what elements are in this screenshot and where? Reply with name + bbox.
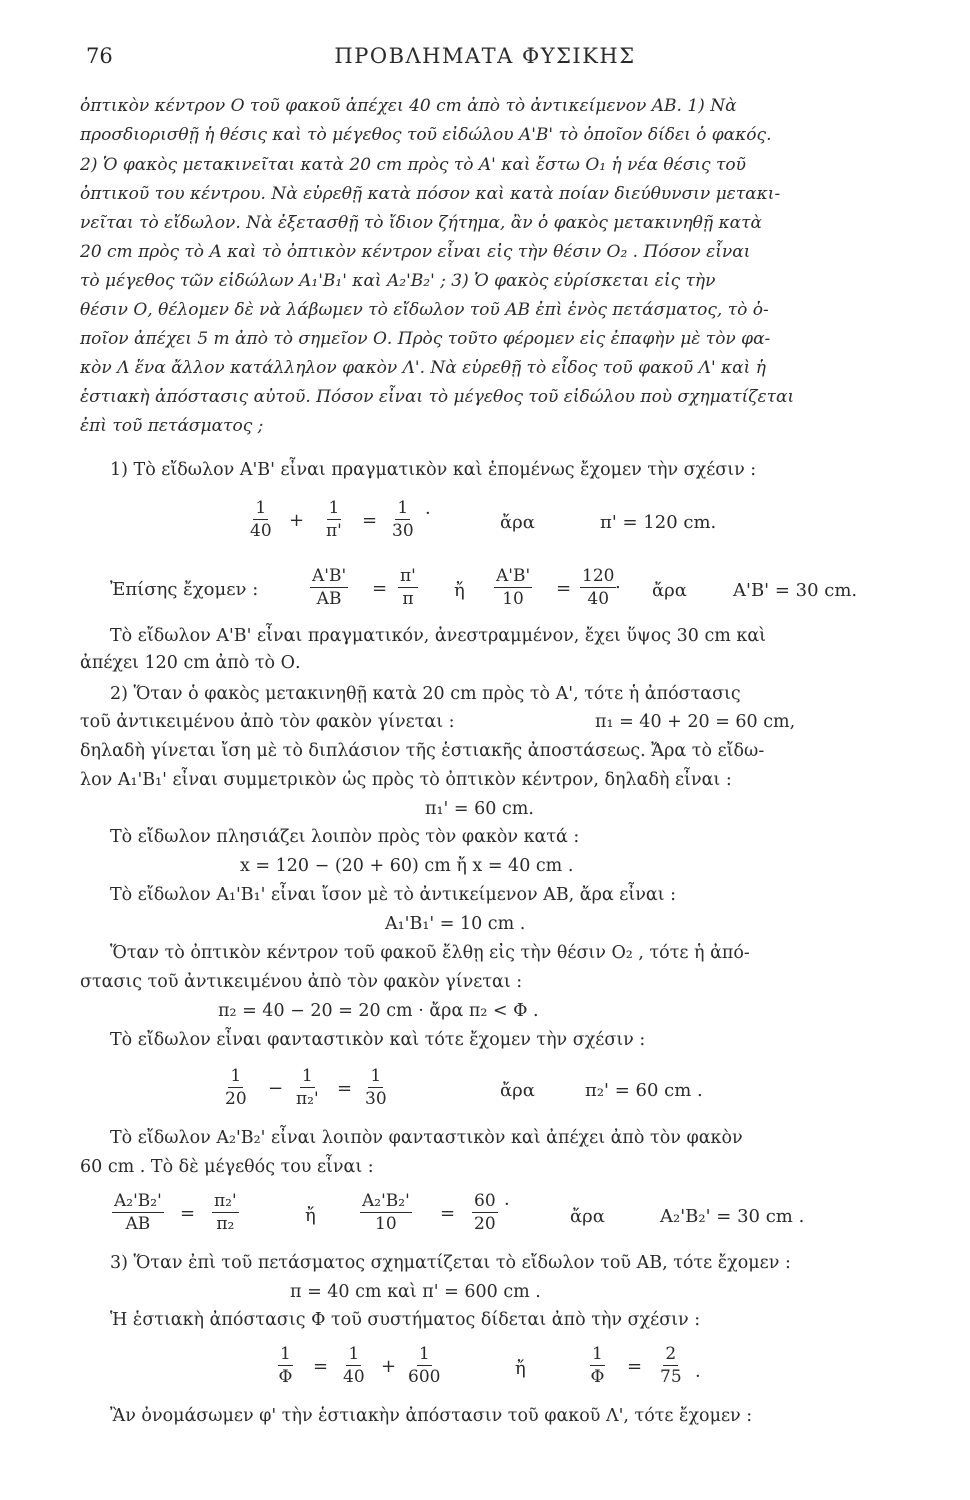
- problem-line: θέσιν Ο, θέλομεν δὲ νὰ λάβωμεν τὸ εἴδωλον τοῦ ΑΒ ἐπὶ ἑνὸς πετάσματος, τὸ ὁ-: [80, 300, 769, 320]
- fraction: $\frac{1}{\text{π₂'}}$: [296, 1066, 319, 1109]
- fraction: $\frac{60}{20}$: [474, 1191, 496, 1234]
- solution-text: 3) Ὅταν ἐπὶ τοῦ πετάσματος σχηματίζεται τὸ εἴδωλον τοῦ ΑΒ, τότε ἔχομεν :: [110, 1253, 791, 1273]
- equation: π₁' = 60 cm.: [425, 799, 534, 819]
- problem-line: ποῖον ἀπέχει 5 m ἀπὸ τὸ σημεῖον Ο. Πρὸς τοῦτο φέρομεν εἰς ἐπαφὴν μὲ τὸν φα-: [80, 329, 771, 349]
- fraction: $\frac{\pi'}{\pi}$: [400, 566, 416, 609]
- solution-text: δηλαδὴ γίνεται ἴση μὲ τὸ διπλάσιον τῆς ἑστιακῆς ἀποστάσεως. Ἄρα τὸ εἴδω-: [80, 741, 765, 761]
- equation: Α₁'Β₁' = 10 cm .: [385, 914, 526, 934]
- fraction: $\frac{1}{20}$: [225, 1066, 247, 1109]
- fraction: $\frac{1}{600}$: [408, 1344, 441, 1387]
- problem-line: 2) Ὁ φακὸς μετακινεῖται κατὰ 20 cm πρὸς τὸ Α' καὶ ἔστω Ο₁ ἡ νέα θέσις τοῦ: [80, 155, 746, 175]
- equation: π₂ = 40 − 20 = 20 cm · ἄρα π₂ < Φ .: [218, 1001, 539, 1021]
- problem-line: ὀπτικοῦ του κέντρου. Νὰ εὑρεθῇ κατὰ πόσον καὶ κατὰ ποίαν διεύθυνσιν μετακι-: [80, 184, 781, 204]
- solution-text: τοῦ ἀντικειμένου ἀπὸ τὸν φακὸν γίνεται :: [80, 712, 455, 732]
- solution-text: 1) Τὸ εἴδωλον Α'Β' εἶναι πραγματικὸν καὶ ἑπομένως ἔχομεν τὴν σχέσιν :: [110, 460, 757, 480]
- equation: π = 40 cm καὶ π' = 600 cm .: [290, 1282, 541, 1302]
- fraction: $\frac{\text{Α₂'Β₂'}}{10}$: [362, 1191, 410, 1234]
- equation: π₁ = 40 + 20 = 60 cm,: [595, 712, 796, 732]
- solution-text: Τὸ εἴδωλον Α₁'Β₁' εἶναι ἴσον μὲ τὸ ἀντικείμενον ΑΒ, ἄρα εἶναι :: [110, 885, 676, 905]
- solution-text: Τὸ εἴδωλον Α₂'Β₂' εἶναι λοιπὸν φανταστικὸν καὶ ἀπέχει ἀπὸ τὸν φακὸν: [110, 1128, 743, 1148]
- fraction: $\frac{1}{\Phi}$: [590, 1344, 605, 1387]
- solution-text: 60 cm . Τὸ δὲ μέγεθός του εἶναι :: [80, 1157, 374, 1177]
- fraction: $\frac{A'B'}{AB}$: [312, 566, 347, 609]
- problem-line: ἐπὶ τοῦ πετάσματος ;: [80, 416, 264, 436]
- fraction: $\frac{1}{30}$: [392, 498, 414, 541]
- solution-text: Ὅταν τὸ ὀπτικὸν κέντρον τοῦ φακοῦ ἔλθῃ εἰς τὴν θέσιν Ο₂ , τότε ἡ ἀπό-: [110, 943, 750, 963]
- problem-line: προσδιορισθῇ ἡ θέσις καὶ τὸ μέγεθος τοῦ εἰδώλου Α'Β' τὸ ὁποῖον δίδει ὁ φακός.: [80, 125, 772, 145]
- problem-line: κὸν Λ ἕνα ἄλλον κατάλληλον φακὸν Λ'. Νὰ εὑρεθῇ τὸ εἶδος τοῦ φακοῦ Λ' καὶ ἡ: [80, 358, 766, 378]
- problem-line: 20 cm πρὸς τὸ Α καὶ τὸ ὀπτικὸν κέντρον εἶναι εἰς τὴν θέσιν Ο₂ . Πόσον εἶναι: [80, 242, 751, 262]
- problem-line: ἑστιακὴ ἀπόστασις αὐτοῦ. Πόσον εἶναι τὸ μέγεθος τοῦ εἰδώλου ποὺ σχηματίζεται: [80, 387, 795, 407]
- book-page: 76 ΠΡΟΒΛΗΜΑΤΑ ΦΥΣΙΚΗΣ ὀπτικὸν κέντρον Ο τοῦ φακοῦ ἀπέχει 40 cm ἀπὸ τὸ ἀντικείμενον ΑΒ. 1) Νὰ προσδιορισθῇ ἡ θέσις καὶ τὸ μέγεθος τοῦ εἰδώλου Α'Β' τὸ ὁποῖον δίδει ὁ φακός. 2) Ὁ φακὸς μετακινεῖται κατὰ 20 cm πρὸς τὸ Α' καὶ ἔστω Ο₁ ἡ νέα θέσις τοῦ ὀπτικοῦ του κέντρου. Νὰ εὑρεθῇ κατὰ πόσον καὶ κατὰ ποίαν διεύθυνσιν μετακι- νεῖται τὸ εἴδωλον. Νὰ ἐξετασθῇ τὸ ἴδιον ζήτημα, ἂν ὁ φακὸς μετακινηθῇ κατὰ 20 cm πρὸς τὸ Α καὶ τὸ ὀπτικὸν κέντρον εἶναι εἰς τὴν θέσιν Ο₂ . Πόσον εἶναι τὸ μέγεθος τῶν εἰδώλων Α₁'Β₁' καὶ Α₂'Β₂' ; 3) Ὁ φακὸς εὑρίσκεται εἰς τὴν θέσιν Ο, θέλομεν δὲ νὰ λάβωμεν τὸ εἴδωλον τοῦ ΑΒ ἐπὶ ἑνὸς πετάσματος, τὸ ὁ- ποῖον ἀπέχει 5 m ἀπὸ τὸ σημεῖον Ο. Πρὸς τοῦτο φέρομεν εἰς ἐπαφὴν μὲ τὸν φα- κὸν Λ ἕνα ἄλλον κατάλληλον φακὸν Λ'. Νὰ εὑρεθῇ τὸ εἶδος τοῦ φακοῦ Λ' καὶ ἡ ἑστιακὴ ἀπόστασις αὐτοῦ. Πόσον εἶναι τὸ μέγεθος τοῦ εἰδώλου ποὺ σχηματίζεται ἐπὶ τοῦ πετάσματος ; 1) Τὸ εἴδωλον Α'Β' εἶναι πραγματικὸν καὶ ἑπομένως ἔχομεν τὴν σχέσιν : $\frac{1}{40}$ + $\frac{1}{\pi'}$ = $\frac{1}{30}$ · ἄρα π' = 120 cm. Ἐπίσης ἔχομεν : $\frac{A'B'}{AB}$ = $\frac{\pi'}{\pi}$ ἤ $\frac{A'B'}{10}$ = $\frac{120}{40}$ . ἄρα Α'Β' = 30 cm. Τὸ εἴδωλον Α'Β' εἶναι πραγματικόν, ἀνεστραμμένον, ἔχει ὕψος 30 cm καὶ ἀπέχει 120 cm ἀπὸ τὸ Ο. 2) Ὅταν ὁ φακὸς μετακινηθῇ κατὰ 20 cm πρὸς τὸ Α', τότε ἡ ἀπόστασις τοῦ ἀντικειμένου ἀπὸ τὸν φακὸν γίνεται : π₁ = 40 + 20 = 60 cm, δηλαδὴ γίνεται ἴση μὲ τὸ διπλάσιον τῆς ἑστιακῆς ἀποστάσεως. Ἄρα τὸ εἴδω- λον Α₁'Β₁' εἶναι συμμετρικὸν ὡς πρὸς τὸ ὀπτικὸν κέντρον, δηλαδὴ εἶναι : π₁' = 60 cm. Τὸ εἴδωλον πλησιάζει λοιπὸν πρὸς τὸν φακὸν κατά : x = 120 − (20 + 60) cm ἤ x = 40 cm . Τὸ εἴδωλον Α₁'Β₁' εἶναι ἴσον μὲ τὸ ἀντικείμενον ΑΒ, ἄρα εἶναι : Α₁'Β₁' = 10 cm . Ὅταν τὸ ὀπτικὸν κέντρον τοῦ φακοῦ ἔλθῃ εἰς τὴν θέσιν Ο₂ , τότε ἡ ἀπό- στασις τοῦ ἀντικειμένου ἀπὸ τὸν φακὸν γίνεται : π₂ = 40 − 20 = 20 cm · ἄρα π₂ < Φ . Τὸ εἴδωλον εἶναι φανταστικὸν καὶ τότε ἔχομεν τὴν σχέσιν : $\frac{1}{20}$ − $\frac{1}{\text{π₂'}}$ = $\frac{1}{30}$ ἄρα π₂' = 60 cm . Τὸ εἴδωλον Α₂'Β₂' εἶναι λοιπὸν φανταστικὸν καὶ ἀπέχει ἀπὸ τὸν φακὸν 60 cm . Τὸ δὲ μέγεθός του εἶναι : $\frac{\text{Α₂'Β₂'}}{AB}$ = $\frac{\text{π₂'}}{\text{π₂}}$ ἤ $\frac{\text{Α₂'Β₂'}}{10}$ = $\frac{60}{20}$ · ἄρα Α₂'Β₂' = 30 cm . 3) Ὅταν ἐπὶ τοῦ πετάσματος σχηματίζεται τὸ εἴδωλον τοῦ ΑΒ, τότε ἔχομεν : π = 40 cm καὶ π' = 600 cm . Ἡ ἑστιακὴ ἀπόστασις Φ τοῦ συστήματος δίδεται ἀπὸ τὴν σχέσιν : $\frac{1}{\Phi}$ = $\frac{1}{40}$ + $\frac{1}{600}$ ἤ $\frac{1}{\Phi}$ = $\frac{2}{75}$ · Ἂν ὀνομάσωμεν φ' τὴν ἑστιακὴν ἀπόστασιν τοῦ φακοῦ Λ', τότε ἔχομεν :: [0, 0, 970, 1500]
- problem-line: τὸ μέγεθος τῶν εἰδώλων Α₁'Β₁' καὶ Α₂'Β₂' ; 3) Ὁ φακὸς εὑρίσκεται εἰς τὴν: [80, 271, 716, 291]
- running-title: ΠΡΟΒΛΗΜΑΤΑ ΦΥΣΙΚΗΣ: [334, 44, 636, 68]
- fraction: $\frac{120}{40}$: [582, 566, 615, 609]
- fraction: $\frac{1}{\pi'}$: [326, 498, 342, 541]
- problem-line: νεῖται τὸ εἴδωλον. Νὰ ἐξετασθῇ τὸ ἴδιον ζήτημα, ἂν ὁ φακὸς μετακινηθῇ κατὰ: [80, 213, 763, 233]
- solution-text: 2) Ὅταν ὁ φακὸς μετακινηθῇ κατὰ 20 cm πρὸς τὸ Α', τότε ἡ ἀπόστασις: [110, 684, 741, 704]
- solution-text: λον Α₁'Β₁' εἶναι συμμετρικὸν ὡς πρὸς τὸ ὀπτικὸν κέντρον, δηλαδὴ εἶναι :: [80, 770, 732, 790]
- fraction: $\frac{1}{40}$: [343, 1344, 365, 1387]
- solution-text: Τὸ εἴδωλον Α'Β' εἶναι πραγματικόν, ἀνεστραμμένον, ἔχει ὕψος 30 cm καὶ: [110, 626, 767, 646]
- solution-text: Τὸ εἴδωλον πλησιάζει λοιπὸν πρὸς τὸν φακὸν κατά :: [110, 827, 580, 847]
- solution-text: Τὸ εἴδωλον εἶναι φανταστικὸν καὶ τότε ἔχομεν τὴν σχέσιν :: [110, 1030, 646, 1050]
- page-number: 76: [86, 44, 113, 68]
- fraction: $\frac{1}{\Phi}$: [278, 1344, 293, 1387]
- fraction: $\frac{1}{30}$: [365, 1066, 387, 1109]
- solution-text: Ἂν ὀνομάσωμεν φ' τὴν ἑστιακὴν ἀπόστασιν τοῦ φακοῦ Λ', τότε ἔχομεν :: [110, 1406, 753, 1426]
- problem-line: ὀπτικὸν κέντρον Ο τοῦ φακοῦ ἀπέχει 40 cm ἀπὸ τὸ ἀντικείμενον ΑΒ. 1) Νὰ: [80, 96, 737, 116]
- fraction: $\frac{\text{Α₂'Β₂'}}{AB}$: [114, 1191, 162, 1234]
- fraction: $\frac{A'B'}{10}$: [496, 566, 531, 609]
- fraction: $\frac{1}{40}$: [250, 498, 272, 541]
- solution-text: στασις τοῦ ἀντικειμένου ἀπὸ τὸν φακὸν γίνεται :: [80, 972, 523, 992]
- fraction: $\frac{\text{π₂'}}{\text{π₂}}$: [214, 1191, 237, 1234]
- solution-text: ἀπέχει 120 cm ἀπὸ τὸ Ο.: [80, 653, 301, 673]
- fraction: $\frac{2}{75}$: [660, 1344, 682, 1387]
- solution-text: Ἡ ἑστιακὴ ἀπόστασις Φ τοῦ συστήματος δίδεται ἀπὸ τὴν σχέσιν :: [110, 1310, 701, 1330]
- equation: x = 120 − (20 + 60) cm ἤ x = 40 cm .: [240, 856, 574, 876]
